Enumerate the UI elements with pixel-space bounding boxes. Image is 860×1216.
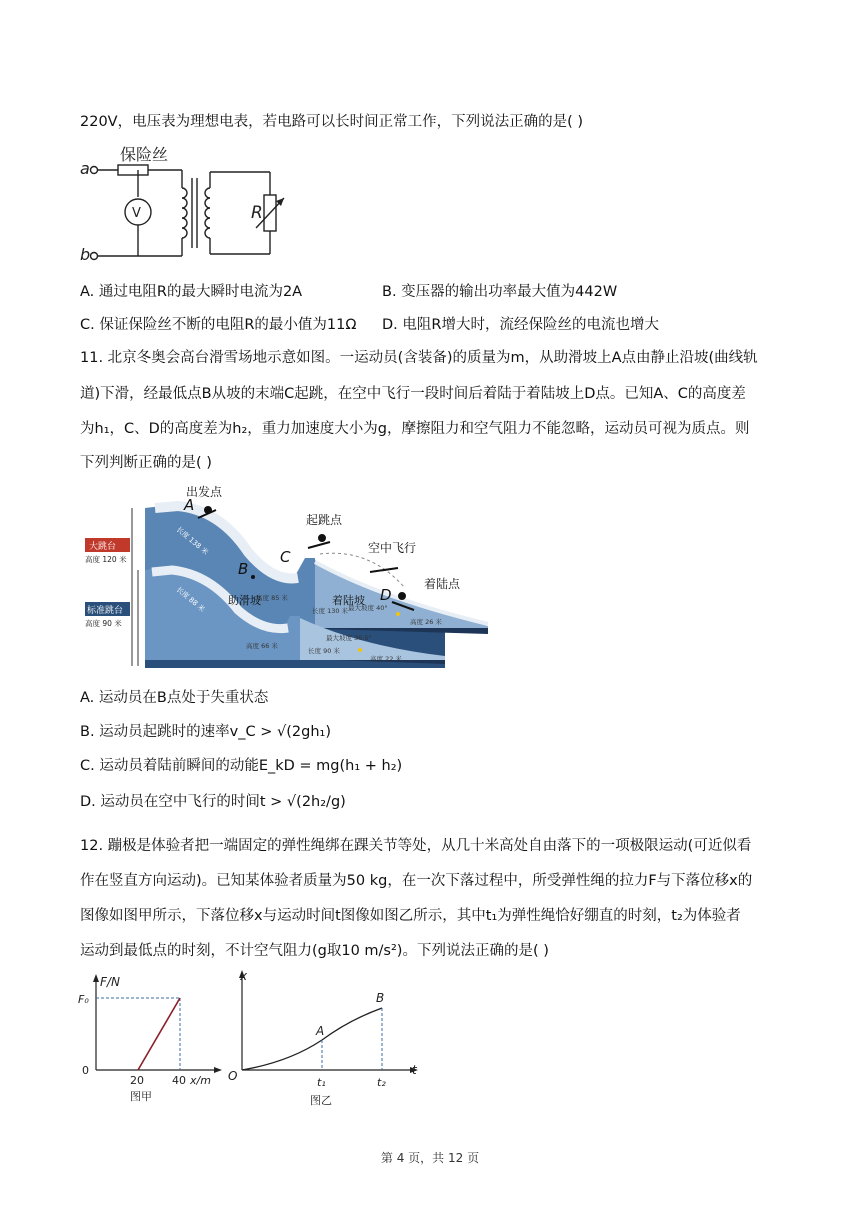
yi-t1: t₁ — [317, 1076, 326, 1089]
h26-label: 高度 26 米 — [410, 618, 442, 626]
q10-option-d: D. 电阻R增大时，流经保险丝的电流也增大 — [382, 317, 659, 333]
yi-point-a: A — [316, 1024, 325, 1038]
h85-label: 高度 85 米 — [256, 594, 288, 602]
resistor-label: R — [251, 203, 263, 223]
q10-option-c: C. 保证保险丝不断的电阻R的最小值为11Ω — [80, 317, 357, 333]
q11-option-a: A. 运动员在B点处于失重状态 — [80, 690, 269, 706]
point-a: A — [184, 496, 195, 514]
q12-stem-line-1: 12. 蹦极是体验者把一端固定的弹性绳绑在踝关节等处，从几十米高处自由落下的一项极限运动(可近似看 — [80, 838, 752, 854]
jia-origin: 0 — [82, 1064, 89, 1077]
start-point-label: 出发点 — [186, 485, 223, 499]
yi-caption: 图乙 — [310, 1094, 332, 1107]
q11-option-c: C. 运动员着陆前瞬间的动能E_kD = mg(h₁ + h₂) — [80, 758, 403, 774]
q11-option-d: D. 运动员在空中飞行的时间t > √(2h₂/g) — [80, 794, 346, 810]
jia-y-tick: F₀ — [78, 993, 89, 1006]
q11-stem-line-2: 道)下滑，经最低点B从坡的末端C起跳，在空中飞行一段时间后着陆于着陆坡上D点。已知A、C的高度差 — [80, 386, 746, 402]
big-hill-label: 大跳台 — [89, 542, 117, 552]
voltmeter-label: V — [132, 206, 141, 221]
normal-hill-label: 标准跳台 — [87, 606, 124, 616]
q12-figure-yi — [224, 966, 424, 1110]
jia-x-tick-20: 20 — [130, 1074, 144, 1087]
q10-stem-tail: 220V，电压表为理想电表，若电路可以长时间正常工作，下列说法正确的是( ) — [80, 114, 584, 130]
jia-caption: 图甲 — [130, 1090, 152, 1103]
terminal-b: b — [80, 245, 91, 264]
yi-y-label: x — [240, 969, 248, 983]
takeoff-point-label: 起跳点 — [306, 513, 343, 527]
h22-label: 高度 22 米 — [370, 655, 402, 663]
q10-circuit-figure — [78, 140, 308, 270]
normal-hill-height: 高度 90 米 — [85, 619, 122, 628]
landing-slope-label: 着陆坡 — [332, 594, 365, 607]
q11-stem-line-1: 11. 北京冬奥会高台滑雪场地示意如图。一运动员(含装备)的质量为m，从助滑坡上A点由静止沿坡(曲线轨 — [80, 350, 758, 366]
q12-stem-line-2: 作在竖直方向运动)。已知某体验者质量为50 kg，在一次下落过程中，所受弹性绳的拉力F与下落位移x的 — [80, 873, 753, 889]
yi-point-b: B — [376, 991, 385, 1005]
len90-label: 长度 90 米 — [308, 647, 340, 655]
jia-x-tick-40: 40 — [172, 1074, 186, 1087]
q12-stem-line-4: 运动到最低点的时刻，不计空气阻力(g取10 m/s²)。下列说法正确的是( ) — [80, 943, 549, 959]
q11-option-b: B. 运动员起跳时的速率v_C > √(2gh₁) — [80, 724, 331, 740]
jia-y-label: F/N — [100, 975, 120, 989]
len130-label: 长度 130 米 — [312, 607, 349, 615]
yi-t2: t₂ — [377, 1076, 386, 1089]
len138-label: 长度 138 米 — [174, 525, 210, 557]
slide-slope-label: 助滑坡 — [228, 594, 261, 607]
landing-point-label: 着陆点 — [424, 577, 461, 591]
h66-label: 高度 66 米 — [246, 642, 278, 650]
q11-stem-line-3: 为h₁，C、D的高度差为h₂，重力加速度大小为g，摩擦阻力和空气阻力不能忽略，运动员可视为质点。则 — [80, 421, 750, 437]
q10-option-b: B. 变压器的输出功率最大值为442W — [382, 284, 618, 300]
yi-x-label: t — [412, 1063, 417, 1077]
q11-ski-jump-figure — [80, 478, 492, 676]
q11-stem-line-4: 下列判断正确的是( ) — [80, 455, 212, 471]
terminal-a: a — [80, 159, 90, 178]
point-c: C — [280, 548, 291, 566]
jia-x-label: x/m — [190, 1074, 211, 1087]
page-footer: 第 4 页，共 12 页 — [380, 1151, 480, 1165]
q10-option-a: A. 通过电阻R的最大瞬时电流为2A — [80, 284, 303, 300]
big-hill-height: 高度 120 米 — [85, 555, 127, 564]
point-d: D — [380, 586, 392, 604]
q12-stem-line-3: 图像如图甲所示，下落位移x与运动时间t图像如图乙所示，其中t₁为弹性绳恰好绷直的时刻，t₂为体验者 — [80, 908, 741, 924]
slope365-label: 最大坡度 36.5° — [326, 634, 372, 642]
yi-origin: O — [228, 1069, 238, 1083]
slope40-label: 最大坡度 40° — [348, 604, 388, 612]
point-b: B — [238, 560, 249, 578]
flight-label: 空中飞行 — [368, 541, 417, 555]
fuse-label: 保险丝 — [120, 145, 169, 164]
q12-figure-jia — [78, 972, 228, 1104]
len88-label: 长度 88 米 — [174, 585, 207, 614]
